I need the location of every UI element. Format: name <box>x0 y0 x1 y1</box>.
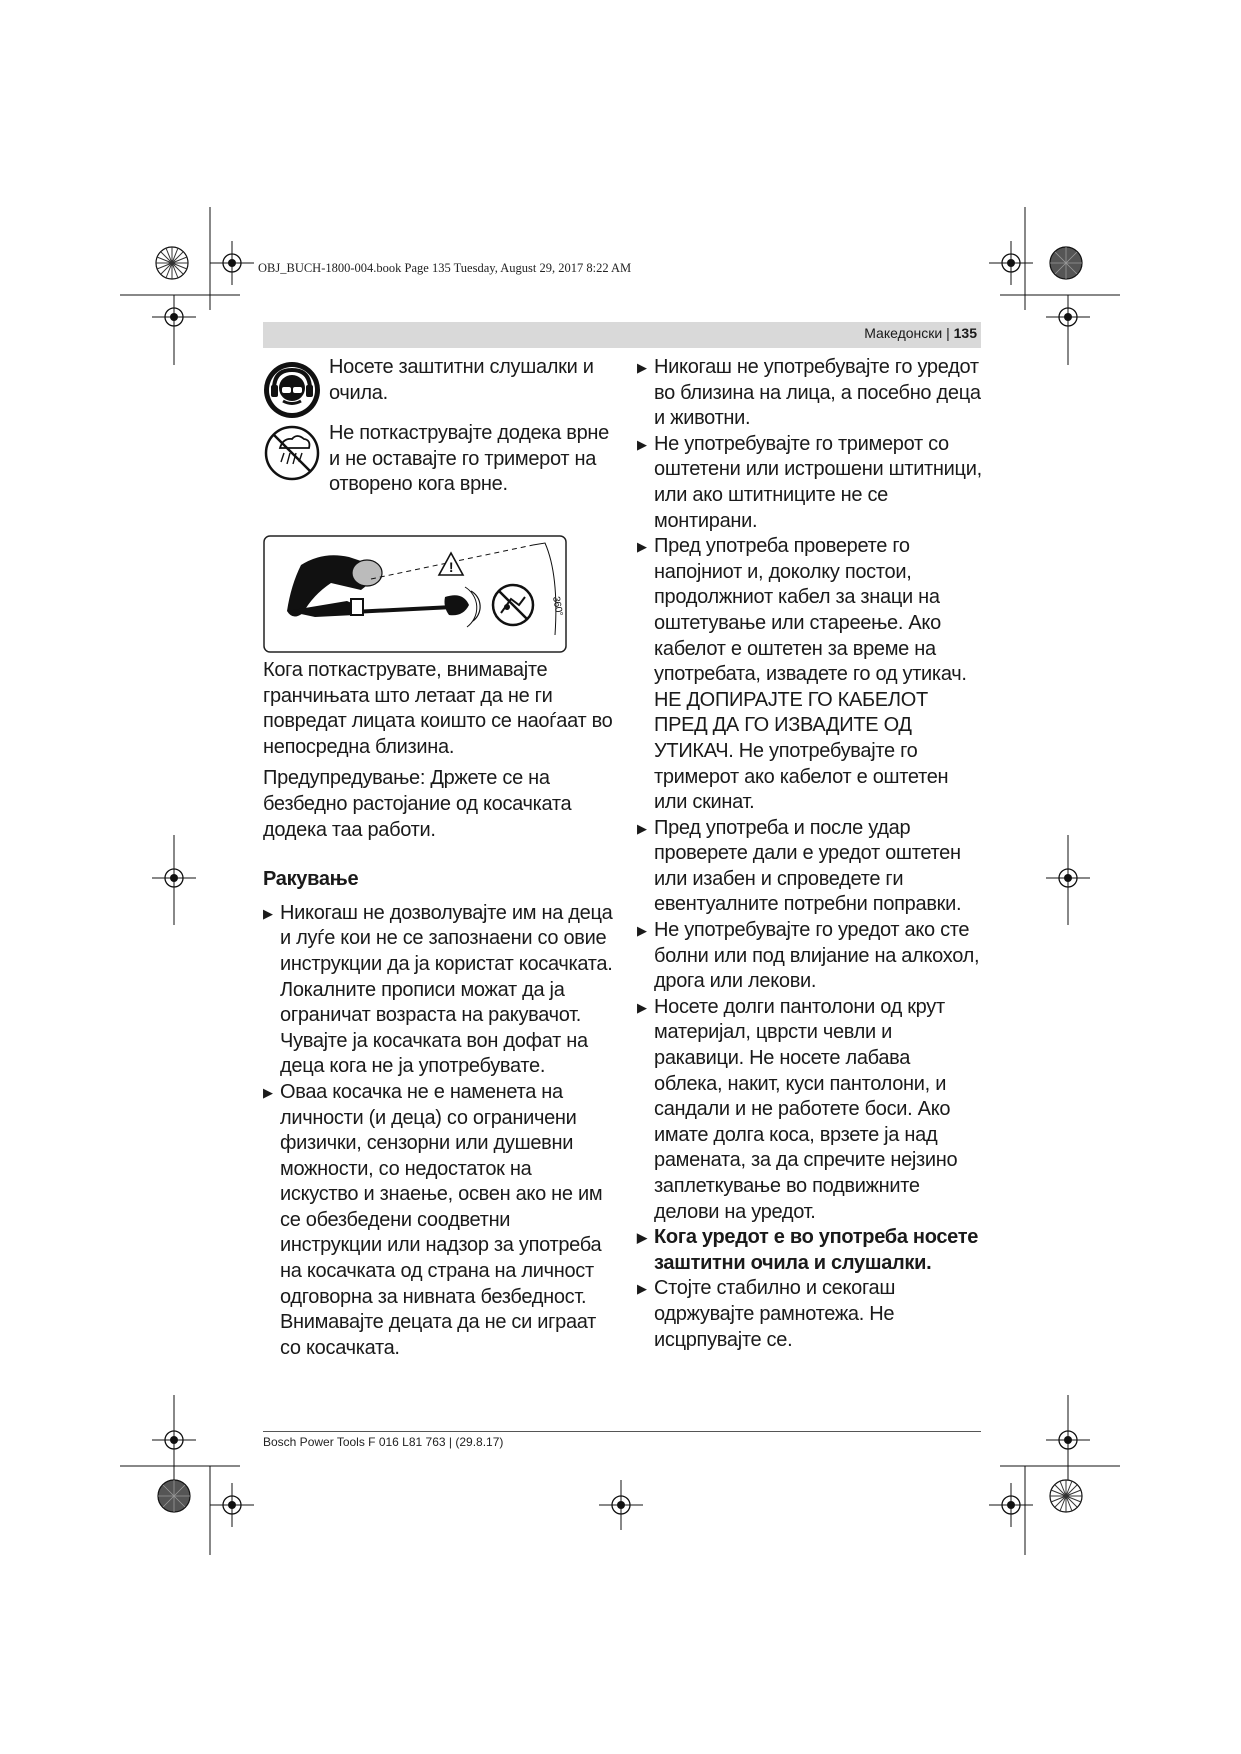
page-number: 135 <box>953 325 977 341</box>
left-column <box>263 355 613 1361</box>
header-separator: | <box>946 325 950 341</box>
running-header <box>864 325 977 341</box>
header-language: Македонски <box>864 325 943 341</box>
trimmer-safety-figure <box>263 535 567 654</box>
bullet-item: ▶ Пред употреба и после удар проверете дали е уредот оштетен или изабен и спроведете ги евентуалните потребни поправки. <box>637 816 982 918</box>
footer: Bosch Power Tools F 016 L81 763 | (29.8.17) <box>263 1435 504 1449</box>
ear-eye-protection-icon <box>263 361 321 419</box>
no-rain-icon <box>263 424 321 482</box>
icon-item-text: Носете заштитни слушалки и очила. <box>329 356 594 404</box>
footer-rule <box>263 1431 981 1432</box>
bullet-item: ▶ Не употребувајте го тримерот со оштетени или истрошени штитници, или ако штитниците не се монтирани. <box>637 432 982 534</box>
right-column <box>637 355 982 1353</box>
bullet-item: ▶ Пред употреба проверете го напојниот и, доколку постои, продолжниот кабел за знаци на оштетување или стареење. Ако кабелот е оштетен за време на употребата, извадете го од утикач. НЕ ДОПИРАЈТЕ ГО КАБЕЛОТ ПРЕД ДА ГО ИЗВАДИТЕ ОД УТИКАЧ. Не употребувајте го тримерот ако кабелот е оштетен или скинат. <box>637 534 982 816</box>
paragraph: Кога поткаструвате, внимавајте гранчињата што летаат да не ги повредат лицата коишто се наоѓаат во непосредна близина. <box>263 659 613 758</box>
icon-item <box>263 421 613 531</box>
bullet-item: ▶ Никогаш не употребувајте го уредот во близина на лица, а посебно деца и животни. <box>637 355 982 432</box>
bullet-item: ▶ Не употребувајте го уредот ако сте болни или под влијание на алкохол, дрога или лекови. <box>637 918 982 995</box>
print-header: OBJ_BUCH-1800-004.book Page 135 Tuesday, August 29, 2017 8:22 AM <box>258 261 632 275</box>
icon-item-text: Не поткаструвајте додека врне и не оставајте го тримерот на отворено кога врне. <box>329 422 609 496</box>
warning-symbol: ! <box>448 559 454 575</box>
bullet-item-bold: ▶ Кога уредот е во употреба носете заштитни очила и слушалки. <box>637 1225 982 1276</box>
bullet-item: ▶ Оваа косачка не е наменета на личности (и деца) со ограничени физички, сензорни или душевни можности, со недостаток на искуство и знаење, освен ако не им се обезбедени соодветни инструкции или надзор за употреба на косачката од страна на личност одговорна за нивната безбедност. Внимавајте децата да не си играат со косачката. <box>263 1080 613 1362</box>
bullet-item: ▶ Никогаш не дозволувајте им на деца и луѓе кои не се запознаени со овие инструкции да ја користат косачката. Локалните прописи можат да ја ограничат возраста на ракувачот. Чувајте ја косачката вон дофат на деца кога не ја употребувате. <box>263 901 613 1080</box>
icon-item <box>263 355 613 417</box>
angle-label: 360° <box>550 595 565 617</box>
bullet-item: ▶ Носете долги пантолони од крут материјал, цврсти чевли и ракавици. Не носете лабава облека, накит, куси пантолони, и сандали и не работете боси. Ако имате долга коса, врзете ја над рамената, за да спречите нејзино заплеткување во подвижните делови на уредот. <box>637 995 982 1225</box>
section-title: Ракување <box>263 868 359 891</box>
bullet-item: ▶ Стојте стабилно и секогаш одржувајте рамнотежа. Не исцрпувајте се. <box>637 1276 982 1353</box>
paragraph: Предупредување: Држете се на безбедно растојание од косачката додека таа работи. <box>263 767 572 841</box>
